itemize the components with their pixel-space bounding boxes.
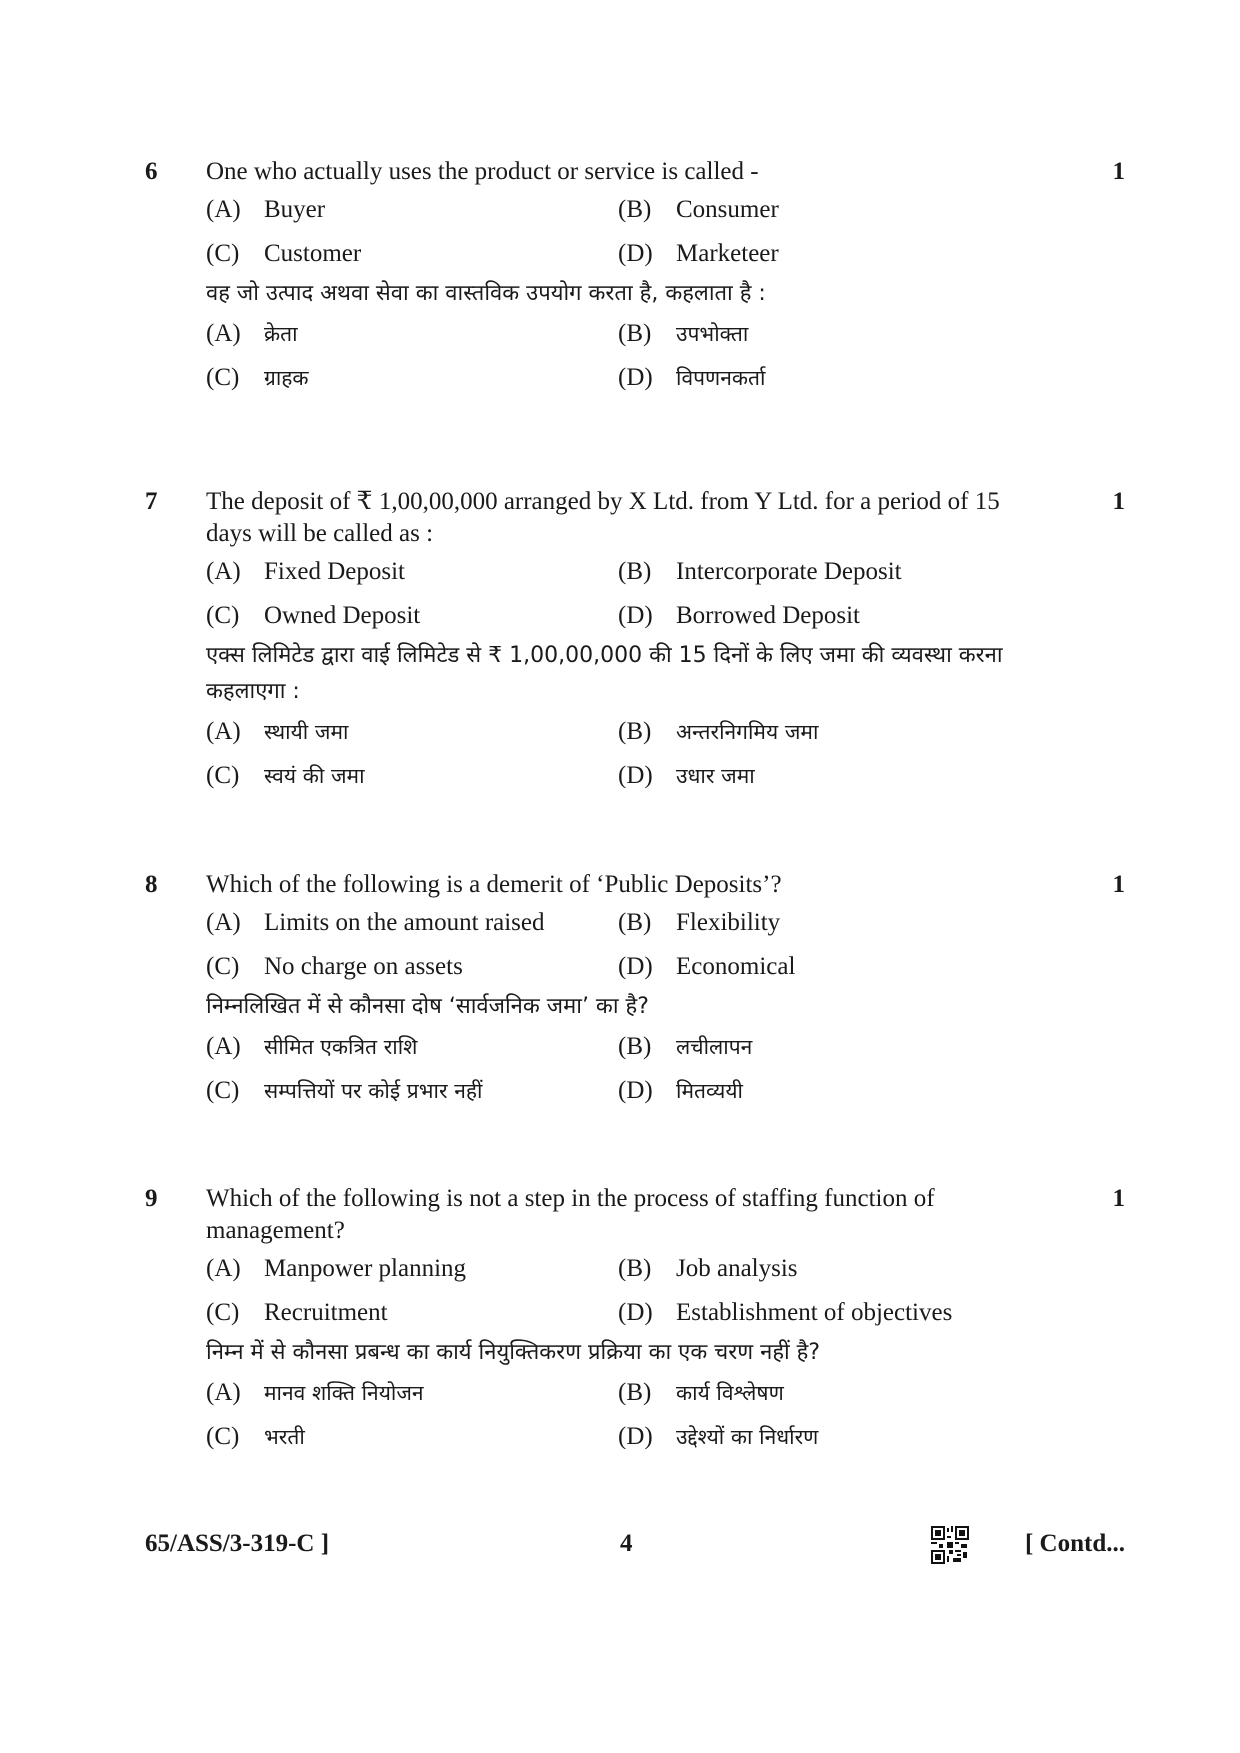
option-b [618, 1247, 1051, 1291]
option-a [206, 1025, 618, 1069]
option-letter: (C) [206, 953, 240, 980]
option-letter: (A) [206, 1379, 241, 1406]
option-a [206, 1371, 618, 1415]
option-letter: (B) [618, 320, 652, 347]
question-text-english: Which of the following is not a step in the process of staffing function of management? [206, 1185, 935, 1244]
question-text-hindi: एक्स लिमिटेड द्वारा वाई लिमिटेड से ₹ 1,00,00,000 की 15 दिनों के लिए जमा की व्यवस्था करना कहलाएगा : [206, 643, 1003, 704]
option-letter: (C) [206, 762, 240, 789]
question-number: 8 [145, 871, 158, 898]
question-text-hindi: वह जो उत्पाद अथवा सेवा का वास्तविक उपयोग करता है, कहलाता है : [206, 281, 766, 306]
option-letter: (B) [618, 909, 652, 936]
option-d [618, 754, 1051, 798]
option-label: ग्राहक [264, 366, 309, 390]
option-label: सीमित एकत्रित राशि [264, 1035, 418, 1059]
option-letter: (D) [618, 953, 653, 980]
option-letter: (A) [206, 718, 241, 745]
options-row-hindi [206, 1025, 1051, 1069]
option-letter: (C) [206, 602, 240, 629]
options-row-english [206, 188, 1051, 232]
option-label: स्थायी जमा [264, 720, 349, 744]
option-label: सम्पत्तियों पर कोई प्रभार नहीं [264, 1079, 483, 1103]
option-label: Job analysis [676, 1255, 798, 1282]
options-row-english [206, 901, 1051, 945]
option-letter: (A) [206, 196, 241, 223]
option-label: Economical [676, 953, 796, 980]
option-b [618, 901, 1051, 945]
question-text-english: One who actually uses the product or service is called - [206, 158, 759, 185]
option-b [618, 1371, 1051, 1415]
option-label: Limits on the amount raised [264, 909, 545, 936]
question-marks: 1 [1112, 158, 1125, 185]
option-letter: (C) [206, 1423, 240, 1450]
option-a [206, 550, 618, 594]
option-a [206, 188, 618, 232]
option-letter: (B) [618, 196, 652, 223]
paper-code: 65/ASS/3-319-C ] [145, 1530, 330, 1557]
question-number: 9 [145, 1185, 158, 1212]
option-label: भरती [264, 1425, 305, 1449]
option-c [206, 1291, 618, 1335]
option-letter: (B) [618, 1255, 652, 1282]
option-letter: (D) [618, 602, 653, 629]
options-row-hindi [206, 754, 1051, 798]
options-row-hindi [206, 1415, 1051, 1459]
option-letter: (B) [618, 718, 652, 745]
option-label: मितव्ययी [676, 1079, 743, 1103]
option-label: स्वयं की जमा [264, 764, 365, 788]
option-letter: (C) [206, 1077, 240, 1104]
question-marks: 1 [1112, 488, 1125, 515]
option-a [206, 901, 618, 945]
option-a [206, 312, 618, 356]
question-text-hindi: निम्न में से कौनसा प्रबन्ध का कार्य नियुक्तिकरण प्रक्रिया का एक चरण नहीं है? [206, 1340, 821, 1365]
option-c [206, 945, 618, 989]
options-row-english [206, 550, 1051, 594]
option-label: Borrowed Deposit [676, 602, 860, 629]
option-label: Marketeer [676, 240, 779, 267]
option-label: No charge on assets [264, 953, 463, 980]
option-letter: (D) [618, 762, 653, 789]
option-letter: (D) [618, 1423, 653, 1450]
option-d [618, 356, 1051, 400]
option-b [618, 312, 1051, 356]
options-row-english [206, 1291, 1051, 1335]
option-letter: (C) [206, 240, 240, 267]
option-a [206, 1247, 618, 1291]
option-letter: (D) [618, 240, 653, 267]
question-marks: 1 [1112, 871, 1125, 898]
options-row-english [206, 594, 1051, 638]
option-b [618, 550, 1051, 594]
question-marks: 1 [1112, 1185, 1125, 1212]
option-d [618, 1415, 1051, 1459]
option-letter: (D) [618, 1299, 653, 1326]
option-label: विपणनकर्ता [676, 366, 766, 390]
question-body [206, 156, 1051, 400]
option-letter: (A) [206, 1255, 241, 1282]
question-body [206, 486, 1051, 798]
options-row-english [206, 1247, 1051, 1291]
options-row-hindi [206, 356, 1051, 400]
options-row-hindi [206, 312, 1051, 356]
option-label: Consumer [676, 196, 779, 223]
option-d [618, 232, 1051, 276]
option-d [618, 945, 1051, 989]
option-label: मानव शक्ति नियोजन [264, 1381, 424, 1405]
option-label: Establishment of objectives [676, 1299, 953, 1326]
option-letter: (A) [206, 1033, 241, 1060]
option-label: उपभोक्ता [676, 322, 749, 346]
continued-label: [ Contd... [1024, 1530, 1125, 1557]
option-b [618, 188, 1051, 232]
option-d [618, 1291, 1051, 1335]
options-row-hindi [206, 1069, 1051, 1113]
option-label: उद्देश्यों का निर्धारण [676, 1425, 819, 1449]
option-b [618, 1025, 1051, 1069]
options-row-hindi [206, 1371, 1051, 1415]
option-c [206, 594, 618, 638]
option-c [206, 1069, 618, 1113]
option-label: उधार जमा [676, 764, 755, 788]
option-label: अन्तरनिगमिय जमा [676, 720, 819, 744]
options-row-english [206, 232, 1051, 276]
option-label: Manpower planning [264, 1255, 467, 1282]
option-letter: (C) [206, 364, 240, 391]
option-c [206, 356, 618, 400]
option-label: कार्य विश्लेषण [676, 1381, 784, 1405]
question-text-english: The deposit of ₹ 1,00,00,000 arranged by X Ltd. from Y Ltd. for a period of 15 days will be called as : [206, 488, 1000, 547]
option-a [206, 710, 618, 754]
question-number: 7 [145, 488, 158, 515]
option-label: Customer [264, 240, 362, 267]
qr-code-icon [931, 1526, 969, 1564]
option-letter: (B) [618, 1033, 652, 1060]
options-row-english [206, 945, 1051, 989]
option-d [618, 1069, 1051, 1113]
option-b [618, 710, 1051, 754]
option-letter: (C) [206, 1299, 240, 1326]
option-c [206, 754, 618, 798]
option-label: Flexibility [676, 909, 781, 936]
option-letter: (D) [618, 364, 653, 391]
option-label: लचीलापन [676, 1035, 753, 1059]
question-body [206, 1183, 1051, 1459]
question-body [206, 869, 1051, 1113]
option-label: Intercorporate Deposit [676, 558, 902, 585]
option-label: Recruitment [264, 1299, 388, 1326]
option-letter: (A) [206, 558, 241, 585]
option-label: Buyer [264, 196, 326, 223]
option-letter: (B) [618, 558, 652, 585]
options-row-hindi [206, 710, 1051, 754]
question-text-english: Which of the following is a demerit of ‘Public Deposits’? [206, 871, 782, 898]
option-letter: (A) [206, 909, 241, 936]
page-footer [145, 1526, 1125, 1566]
option-letter: (D) [618, 1077, 653, 1104]
question-text-hindi: निम्नलिखित में से कौनसा दोष ‘सार्वजनिक जमा’ का है? [206, 994, 649, 1019]
option-label: Owned Deposit [264, 602, 421, 629]
option-label: Fixed Deposit [264, 558, 405, 585]
option-c [206, 1415, 618, 1459]
option-c [206, 232, 618, 276]
question-number: 6 [145, 158, 158, 185]
option-letter: (B) [618, 1379, 652, 1406]
option-label: क्रेता [264, 322, 298, 346]
option-d [618, 594, 1051, 638]
page-number: 4 [620, 1530, 633, 1557]
option-letter: (A) [206, 320, 241, 347]
